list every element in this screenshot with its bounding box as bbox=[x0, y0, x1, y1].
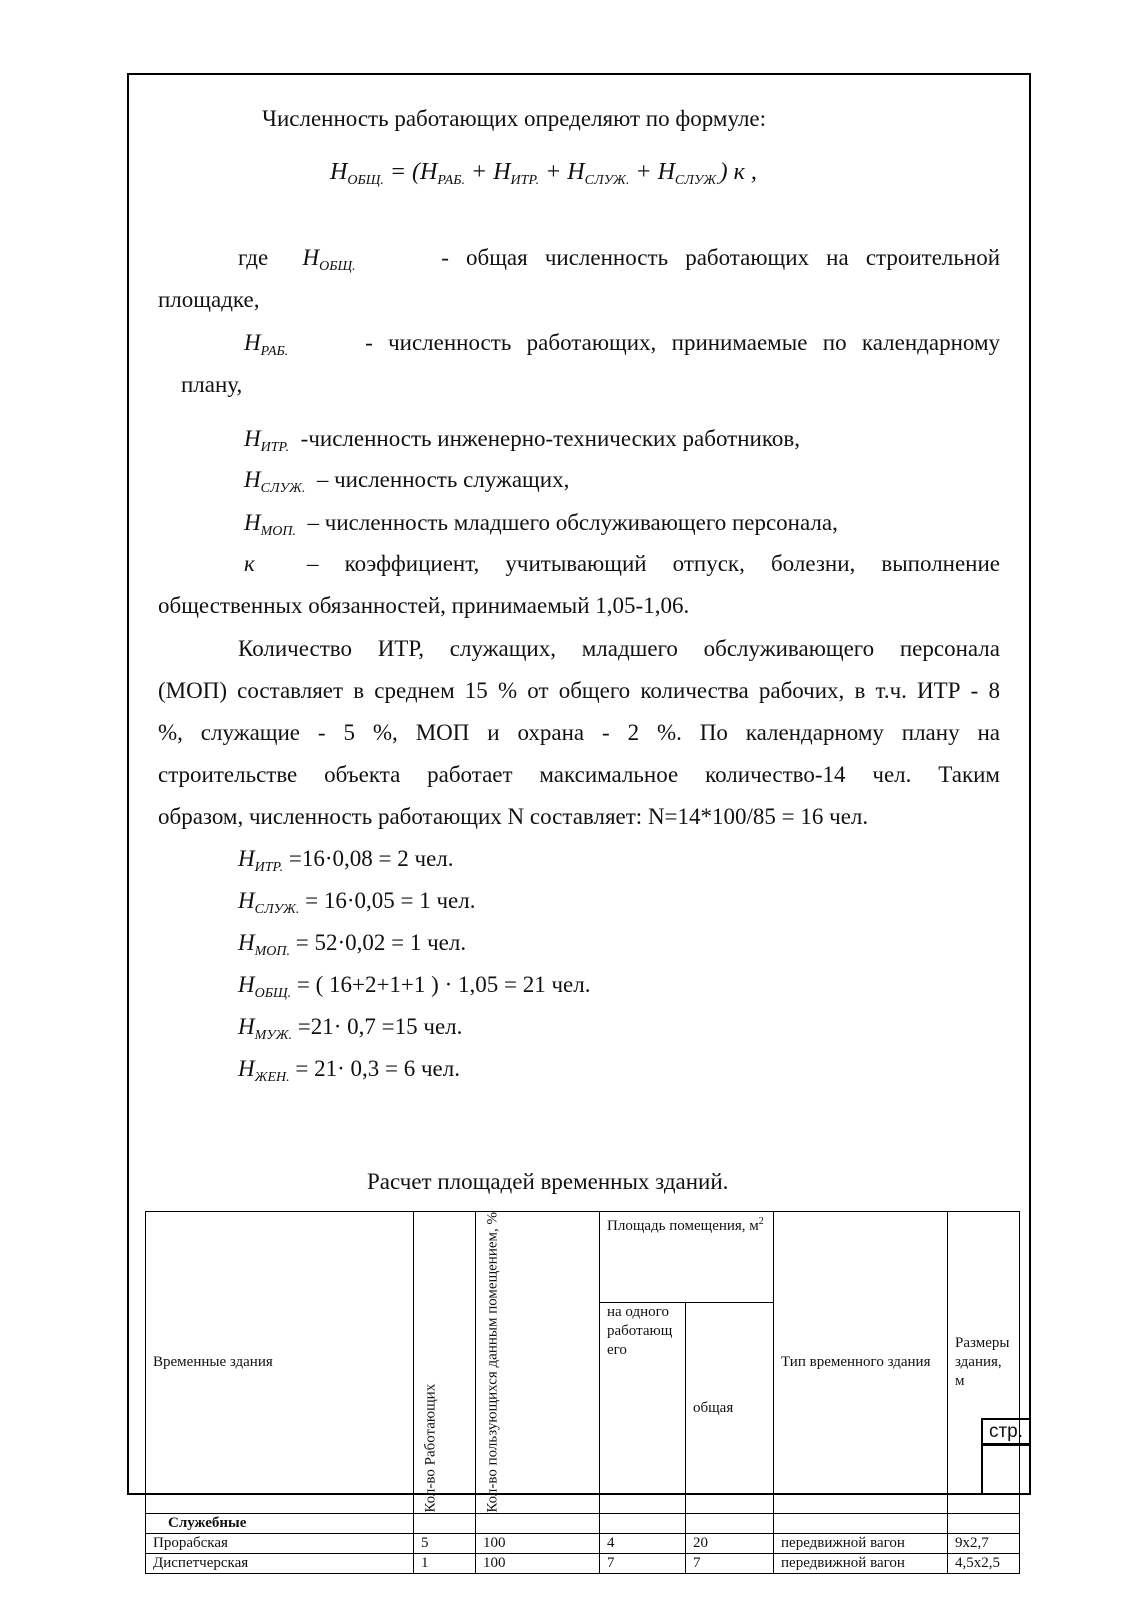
def-workers-cont: плану, bbox=[181, 372, 243, 397]
calc-women: $Н_{ЖЕН.} = 21\cdot 0,3 = 6$ чел. bbox=[238, 1056, 460, 1085]
header-per-one: на одного работающего bbox=[600, 1303, 686, 1513]
cell-users: 100 bbox=[476, 1533, 600, 1553]
header-area: Площадь помещения, $м^2$ bbox=[600, 1212, 774, 1303]
cell-users: 100 bbox=[476, 1553, 600, 1573]
cell-type: передвижной вагон bbox=[774, 1533, 948, 1553]
cell-type: передвижной вагон bbox=[774, 1553, 948, 1573]
header-building: Временные здания bbox=[146, 1212, 414, 1514]
group-row: Служебные bbox=[146, 1513, 414, 1533]
def-service: $Н_{МОП.}$ – численность младшего обслуживающего персонала, bbox=[244, 510, 838, 539]
cell-name: Диспетчерская bbox=[146, 1553, 414, 1573]
para-line-4: строительстве объекта работает максимальное количество-14 чел. Таким bbox=[158, 762, 1000, 787]
calc-employees: $Н_{СЛУЖ.} = 16\cdot 0,05 = 1$ чел. bbox=[238, 888, 476, 917]
table-row bbox=[146, 1553, 1020, 1573]
header-count: Кол-во Работающих bbox=[414, 1212, 476, 1514]
cell-name: Прорабская bbox=[146, 1533, 414, 1553]
table-title: Расчет площадей временных зданий. bbox=[367, 1169, 729, 1194]
cell-count: 1 bbox=[414, 1553, 476, 1573]
calc-men: $Н_{МУЖ.} =21\cdot 0,7 =15$ чел. bbox=[238, 1014, 463, 1043]
def-employees: $Н_{СЛУЖ.}$ – численность служащих, bbox=[244, 467, 570, 496]
cell-per-one: 7 bbox=[600, 1553, 686, 1573]
calc-itr: $Н_{ИТР.} =16\cdot 0,08 = 2$ чел. bbox=[238, 846, 454, 875]
main-formula: $Н_{ОБЩ.} = (Н_{РАБ.} + Н_{ИТР.} + Н_{СЛУЖ.} + Н_{СЛУЖ.})$ к , bbox=[330, 159, 757, 188]
header-type: Тип временного здания bbox=[774, 1212, 948, 1514]
calc-total: $Н_{ОБЩ.}$ = ( 16+2+1+1 ) · 1,05 = 21 чел. bbox=[238, 972, 591, 1001]
cell-count: 5 bbox=[414, 1533, 476, 1553]
para-line-3: %, служащие - 5 %, МОП и охрана - 2 %. По календарному плану на bbox=[158, 720, 1000, 745]
cell-per-one: 4 bbox=[600, 1533, 686, 1553]
def-workers: $Н_{РАБ.}$ - численность работающих, принимаемые по календарному bbox=[244, 330, 1001, 359]
table-row bbox=[146, 1533, 1020, 1553]
def-itr: $Н_{ИТР.}$ -численность инженерно-технических работников, bbox=[244, 426, 800, 455]
header-users: Кол-во пользующихся данным помещением, % bbox=[476, 1212, 600, 1514]
def-total-cont: площадке, bbox=[158, 287, 260, 312]
para-line-2: (МОП) составляет в среднем 15 % от общего количества рабочих, в т.ч. ИТР - 8 bbox=[158, 678, 1000, 703]
intro-text: Численность работающих определяют по формуле: bbox=[262, 106, 767, 131]
calc-service: $Н_{МОП.} = 52\cdot 0,02 = 1$ чел. bbox=[238, 930, 467, 959]
page-stamp-label: стр. bbox=[981, 1418, 1031, 1446]
cell-size: 4,5х2,5 bbox=[948, 1553, 1020, 1573]
cell-size: 9х2,7 bbox=[948, 1533, 1020, 1553]
def-coefficient-cont: общественных обязанностей, принимаемый 1,05-1,06. bbox=[158, 593, 690, 618]
temporary-buildings-table bbox=[145, 1211, 1020, 1574]
header-total: общая bbox=[686, 1303, 774, 1513]
cell-total: 20 bbox=[686, 1533, 774, 1553]
page-number-box bbox=[981, 1443, 1031, 1495]
para-line-1: Количество ИТР, служащих, младшего обслуживающего персонала bbox=[238, 636, 1000, 661]
def-total: где $Н_{ОБЩ.}$ - общая численность работающих на строительной bbox=[238, 245, 1001, 274]
cell-total: 7 bbox=[686, 1553, 774, 1573]
para-line-5: образом, численность работающих N составляет: N=14*100/85 = 16 чел. bbox=[158, 804, 869, 829]
def-coefficient: к – коэффициент, учитывающий отпуск, болезни, выполнение bbox=[244, 551, 1001, 576]
header-size: Размеры здания, м bbox=[948, 1212, 1020, 1514]
